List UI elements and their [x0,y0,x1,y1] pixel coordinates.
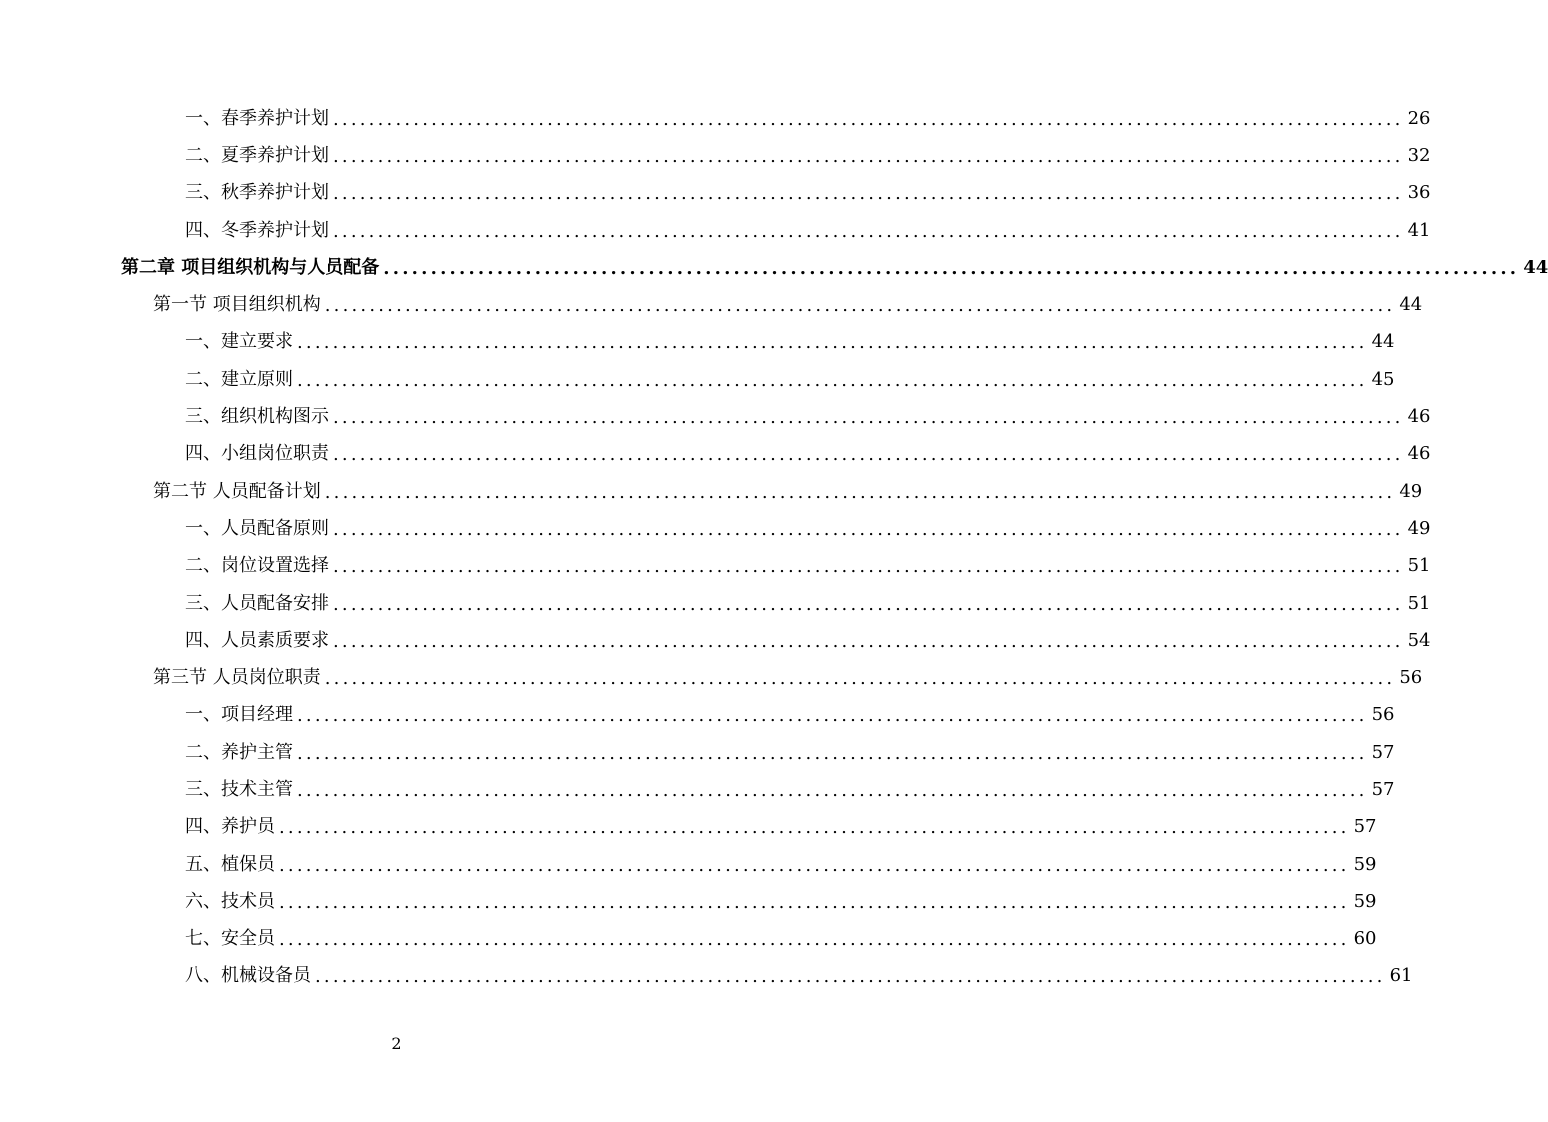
toc-entry-label: 六、技术员 [185,890,275,912]
toc-entry[interactable] [0,473,1423,510]
toc-entry-page: 46 [1407,406,1431,428]
toc-entry-page: 57 [1371,741,1395,763]
toc-entry-label: 三、组织机构图示 [185,406,329,428]
toc-dot-leader: ........................................................................................................................ [333,518,1404,540]
toc-entry[interactable] [0,100,1431,137]
toc-entry[interactable] [0,286,1423,323]
toc-dot-leader: ........................................................................................................................ [279,817,1350,839]
table-of-contents [0,100,1548,995]
toc-entry[interactable] [0,324,1395,361]
toc-entry[interactable] [0,846,1377,883]
toc-entry-page: 44 [1523,256,1548,278]
toc-entry[interactable] [0,175,1431,212]
toc-dot-leader: ........................................................................................................................ [333,108,1404,130]
toc-entry-label: 七、安全员 [185,928,275,950]
toc-dot-leader: ........................................................................................................................ [315,966,1386,988]
toc-entry-page: 32 [1407,144,1431,166]
toc-entry-label: 第二章 项目组织机构与人员配备 [121,256,380,278]
toc-entry[interactable] [0,548,1431,585]
toc-dot-leader: ........................................................................................................................ [297,779,1368,801]
toc-entry-page: 49 [1407,517,1431,539]
toc-dot-leader: ........................................................................................................................ [297,705,1368,727]
toc-entry-label: 二、岗位设置选择 [185,555,329,577]
toc-entry-page: 51 [1407,592,1431,614]
toc-dot-leader: ........................................................................................................................ [324,295,1396,317]
toc-entry-label: 八、机械设备员 [185,965,311,987]
toc-entry-label: 四、养护员 [185,816,275,838]
toc-entry-page: 56 [1371,704,1395,726]
toc-entry[interactable] [0,510,1431,547]
toc-dot-leader: ........................................................................................................................ [279,891,1350,913]
toc-dot-leader: ........................................................................................................................ [324,668,1396,690]
toc-entry[interactable] [0,659,1423,696]
toc-entry-label: 一、人员配备原则 [185,517,329,539]
toc-dot-leader: ........................................................................................................................ [297,742,1368,764]
toc-dot-leader: ........................................................................................................................ [333,593,1404,615]
toc-entry[interactable] [0,361,1395,398]
toc-dot-leader: ........................................................................................................................ [333,145,1404,167]
toc-dot-leader: ........................................................................................................................ [279,929,1350,951]
toc-entry-label: 一、建立要求 [185,331,293,353]
toc-entry-page: 46 [1407,443,1431,465]
toc-entry[interactable] [0,436,1431,473]
toc-dot-leader: ........................................................................................................................ [297,332,1368,354]
toc-entry-label: 二、建立原则 [185,368,293,390]
toc-entry[interactable] [0,622,1431,659]
toc-entry-page: 61 [1389,965,1413,987]
toc-entry-page: 41 [1407,219,1431,241]
toc-dot-leader: ........................................................................................................................ [333,630,1404,652]
toc-entry-label: 四、小组岗位职责 [185,443,329,465]
toc-entry[interactable] [0,883,1377,920]
toc-entry-page: 36 [1407,182,1431,204]
toc-entry[interactable] [0,697,1395,734]
toc-entry-label: 三、技术主管 [185,778,293,800]
toc-entry[interactable] [0,137,1431,174]
toc-entry-page: 57 [1371,778,1395,800]
toc-dot-leader: ........................................................................................................................ [324,481,1396,503]
toc-entry[interactable] [0,734,1395,771]
toc-entry[interactable] [0,809,1377,846]
toc-entry-page: 57 [1353,816,1377,838]
toc-entry-page: 44 [1399,294,1423,316]
toc-entry-label: 四、冬季养护计划 [185,219,329,241]
toc-entry[interactable] [0,771,1395,808]
toc-entry-label: 一、春季养护计划 [185,107,329,129]
toc-entry[interactable] [0,585,1431,622]
toc-entry-page: 26 [1407,107,1431,129]
toc-entry[interactable] [0,958,1413,995]
toc-dot-leader: ........................................................................................................................ [333,444,1404,466]
toc-entry-label: 一、项目经理 [185,704,293,726]
page-number: 2 [391,1034,402,1053]
toc-dot-leader: ........................................................................................................................ [333,407,1404,429]
toc-dot-leader: ........................................................................................................................ [333,220,1404,242]
toc-entry-page: 56 [1399,667,1423,689]
toc-entry-page: 49 [1399,480,1423,502]
toc-entry[interactable] [0,398,1431,435]
toc-entry-page: 60 [1353,928,1377,950]
toc-entry-page: 59 [1353,890,1377,912]
toc-entry[interactable] [0,249,1548,286]
toc-entry[interactable] [0,921,1377,958]
toc-entry[interactable] [0,212,1431,249]
toc-entry-label: 三、秋季养护计划 [185,182,329,204]
toc-entry-label: 第三节 人员岗位职责 [153,667,321,689]
toc-entry-label: 四、人员素质要求 [185,629,329,651]
toc-dot-leader: ........................................................................................................................ [333,556,1404,578]
toc-dot-leader: ........................................................................................................................ [297,369,1368,391]
toc-entry-page: 45 [1371,368,1395,390]
toc-entry-page: 44 [1371,331,1395,353]
toc-entry-page: 59 [1353,853,1377,875]
toc-entry-label: 三、人员配备安排 [185,592,329,614]
toc-dot-leader: ........................................................................................................................ [333,183,1404,205]
toc-dot-leader: ........................................................................................................................ [279,854,1350,876]
toc-entry-page: 54 [1407,629,1431,651]
toc-entry-label: 五、植保员 [185,853,275,875]
toc-entry-label: 第二节 人员配备计划 [153,480,321,502]
toc-entry-label: 二、夏季养护计划 [185,144,329,166]
toc-entry-label: 第一节 项目组织机构 [153,294,321,316]
toc-entry-page: 51 [1407,555,1431,577]
toc-dot-leader: ........................................................................................................................ [383,257,1520,279]
toc-entry-label: 二、养护主管 [185,741,293,763]
